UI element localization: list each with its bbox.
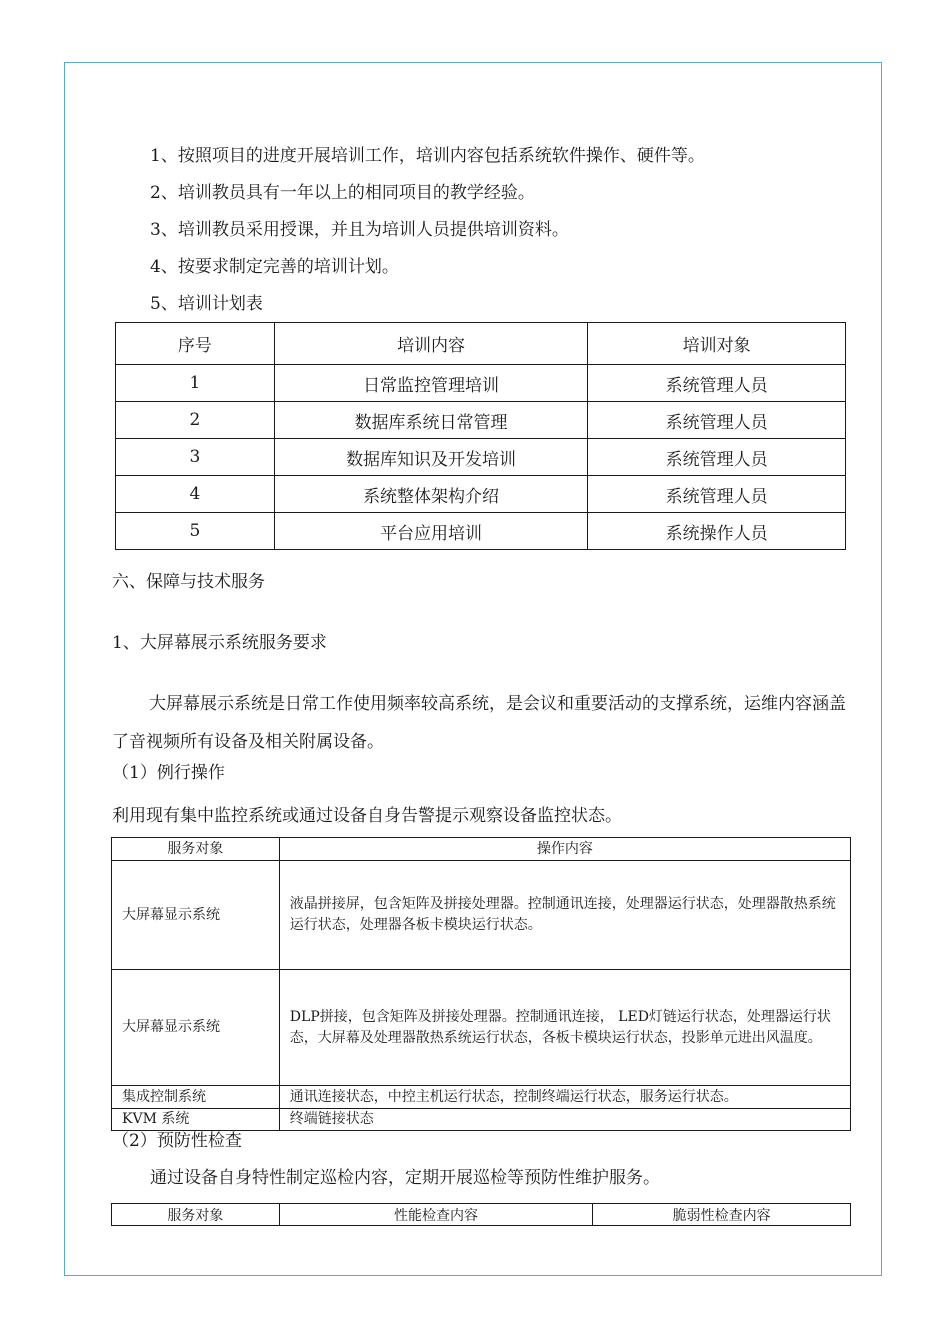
cell-index: 5 (116, 513, 275, 550)
table-row (112, 1109, 851, 1131)
cell-index: 2 (116, 402, 275, 439)
cell-operation: 通讯连接状态，中控主机运行状态，控制终端运行状态，服务运行状态。 (279, 1086, 850, 1109)
training-item-4: 4、按要求制定完善的培训计划。 (150, 257, 399, 277)
table-row (112, 970, 851, 1086)
training-item-2: 2、培训教员具有一年以上的相同项目的教学经验。 (150, 183, 535, 203)
routine-title: （1）例行操作 (112, 763, 225, 783)
training-item-1: 1、按照项目的进度开展培训工作，培训内容包括系统软件操作、硬件等。 (150, 146, 705, 166)
cell-service-target: KVM 系统 (112, 1109, 280, 1131)
routine-desc: 利用现有集中监控系统或通过设备自身告警提示观察设备监控状态。 (112, 806, 622, 826)
cell-service-target: 集成控制系统 (112, 1086, 280, 1109)
table-row (112, 861, 851, 970)
cell-index: 1 (116, 365, 275, 402)
preventive-title: （2）预防性检查 (112, 1131, 242, 1151)
cell-service-target: 大屏幕显示系统 (112, 970, 280, 1086)
cell-content: 系统整体架构介绍 (274, 476, 588, 513)
cell-audience: 系统管理人员 (588, 439, 846, 476)
cell-content: 平台应用培训 (274, 513, 588, 550)
intro-paragraph: 大屏幕展示系统是日常工作使用频率较高系统，是会议和重要活动的支撑系统，运维内容涵盖了音视频所有设备及相关附属设备。 (112, 694, 846, 752)
cell-content: 日常监控管理培训 (274, 365, 588, 402)
cell-content: 数据库系统日常管理 (274, 402, 588, 439)
header-service-target: 服务对象 (112, 1204, 280, 1226)
cell-operation: 液晶拼接屏，包含矩阵及拼接处理器。控制通讯连接，处理器运行状态，处理器散热系统运行状态，处理器各板卡模块运行状态。 (279, 861, 850, 970)
header-audience: 培训对象 (588, 323, 846, 365)
header-content: 培训内容 (274, 323, 588, 365)
cell-audience: 系统管理人员 (588, 476, 846, 513)
routine-ops-table (111, 837, 851, 1131)
table-header-row (112, 1204, 851, 1226)
subsection-title: 1、大屏幕展示系统服务要求 (112, 633, 327, 653)
cell-audience: 系统操作人员 (588, 513, 846, 550)
header-vulnerability-check: 脆弱性检查内容 (593, 1204, 851, 1226)
preventive-desc: 通过设备自身特性制定巡检内容，定期开展巡检等预防性维护服务。 (150, 1168, 660, 1188)
cell-service-target: 大屏幕显示系统 (112, 861, 280, 970)
table-header-row (112, 838, 851, 861)
cell-index: 3 (116, 439, 275, 476)
table-row (116, 439, 846, 476)
table-row (116, 476, 846, 513)
preventive-check-table (111, 1203, 851, 1226)
table-header-row (116, 323, 846, 365)
table-row (116, 402, 846, 439)
header-performance-check: 性能检查内容 (279, 1204, 593, 1226)
cell-audience: 系统管理人员 (588, 365, 846, 402)
cell-audience: 系统管理人员 (588, 402, 846, 439)
table-row (116, 365, 846, 402)
section-title: 六、保障与技术服务 (112, 572, 265, 592)
cell-operation: 终端链接状态 (279, 1109, 850, 1131)
header-operation: 操作内容 (279, 838, 850, 861)
training-plan-table (115, 322, 846, 550)
header-service-target: 服务对象 (112, 838, 280, 861)
cell-content: 数据库知识及开发培训 (274, 439, 588, 476)
cell-index: 4 (116, 476, 275, 513)
cell-operation: DLP拼接，包含矩阵及拼接处理器。控制通讯连接， LED灯链运行状态，处理器运行状态，大屏幕及处理器散热系统运行状态，各板卡模块运行状态，投影单元进出风温度。 (279, 970, 850, 1086)
header-index: 序号 (116, 323, 275, 365)
training-item-3: 3、培训教员采用授课，并且为培训人员提供培训资料。 (150, 220, 569, 240)
table-row (116, 513, 846, 550)
table-row (112, 1086, 851, 1109)
training-item-5: 5、培训计划表 (150, 294, 263, 314)
